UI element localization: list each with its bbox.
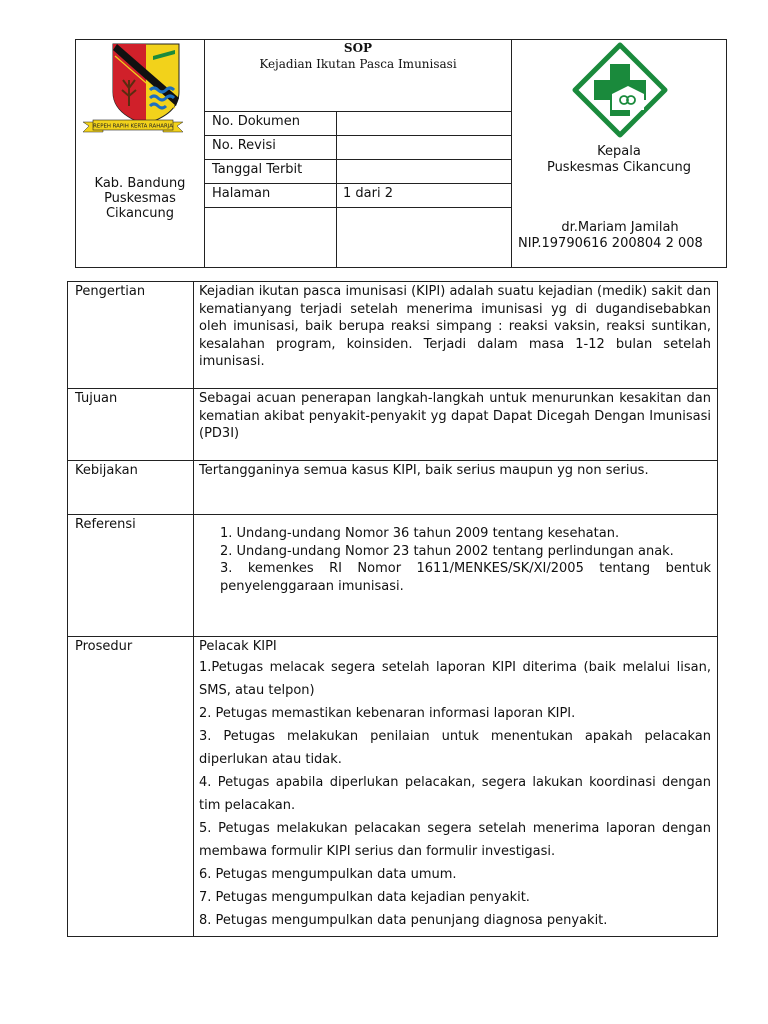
procedure-step: 2. Petugas memastikan kebenaran informasi laporan KIPI. bbox=[199, 705, 576, 721]
procedure-step: 3. Petugas melakukan penilaian untuk menentukan apakah pelacakan diperlukan atau tidak. bbox=[199, 728, 711, 767]
section-pengertian bbox=[68, 282, 718, 389]
sop-title-cell bbox=[205, 40, 512, 112]
reference-list bbox=[199, 525, 711, 595]
section-label: Prosedur bbox=[68, 637, 194, 937]
section-text: Kejadian ikutan pasca imunisasi (KIPI) adalah suatu kejadian (medik) sakit dan kematianyang terjadi setelah menerima imunisasi yg di dugandisebabkan oleh imunisasi, baik berupa reaksi simpang : reaksi vaksin, reaksi suntikan, kesalahan program, koinsiden. Terjadi dalam masa 1-12 bulan setelah imunisasi. bbox=[194, 282, 718, 389]
kab-bandung-logo bbox=[83, 40, 183, 136]
puskesmas-logo bbox=[572, 42, 668, 138]
meta-value: 1 dari 2 bbox=[337, 184, 512, 208]
logo-motto: REPEH RAPIH KERTA RAHARJA bbox=[93, 123, 173, 130]
signer-name: dr.Mariam Jamilah bbox=[561, 220, 679, 235]
procedure-step: 6. Petugas mengumpulkan data umum. bbox=[199, 866, 457, 882]
meta-label-empty bbox=[205, 208, 337, 268]
section-label: Kebijakan bbox=[68, 461, 194, 515]
section-content bbox=[194, 515, 718, 637]
reference-item: 3. kemenkes RI Nomor 1611/MENKES/SK/XI/2005 tentang bentuk penyelenggaraan imunisasi. bbox=[220, 561, 711, 594]
org-line-2: Puskesmas bbox=[104, 191, 176, 206]
kepala-cell bbox=[512, 40, 727, 268]
meta-label: No. Dokumen bbox=[205, 111, 337, 135]
procedure-step: 4. Petugas apabila diperlukan pelacakan, segera lakukan koordinasi dengan tim pelacakan. bbox=[199, 774, 711, 813]
org-line-3: Cikancung bbox=[105, 206, 175, 221]
meta-value bbox=[337, 111, 512, 135]
sop-title: Kejadian Ikutan Pasca Imunisasi bbox=[259, 57, 457, 71]
section-prosedur bbox=[68, 637, 718, 937]
section-content bbox=[194, 637, 718, 937]
meta-label: No. Revisi bbox=[205, 135, 337, 159]
section-text: Sebagai acuan penerapan langkah-langkah untuk menurunkan kesakitan dan kematian akibat penyakit-penyakit yg dapat Dapat Dicegah Dengan Imunisasi (PD3I) bbox=[194, 389, 718, 461]
meta-value bbox=[337, 160, 512, 184]
org-name bbox=[76, 176, 204, 221]
section-label: Pengertian bbox=[68, 282, 194, 389]
section-kebijakan bbox=[68, 461, 718, 515]
org-line-1: Kab. Bandung bbox=[94, 176, 186, 191]
meta-value bbox=[337, 135, 512, 159]
meta-label: Halaman bbox=[205, 184, 337, 208]
procedure-step: 5. Petugas melakukan pelacakan segera setelah menerima laporan dengan membawa formulir KIPI serius dan formulir investigasi. bbox=[199, 820, 711, 859]
signer-block bbox=[518, 220, 722, 252]
sop-label: SOP bbox=[343, 41, 373, 55]
meta-label: Tanggal Terbit bbox=[205, 160, 337, 184]
procedure-step: 8. Petugas mengumpulkan data penunjang diagnosa penyakit. bbox=[199, 912, 608, 928]
header-table bbox=[75, 39, 727, 268]
section-label: Referensi bbox=[68, 515, 194, 637]
procedure-subtitle: Pelacak KIPI bbox=[199, 639, 277, 654]
procedure-step: 7. Petugas mengumpulkan data kejadian penyakit. bbox=[199, 889, 530, 905]
org-cell bbox=[76, 40, 205, 268]
sop-content-table bbox=[67, 281, 718, 937]
reference-item: 2. Undang-undang Nomor 23 tahun 2002 tentang perlindungan anak. bbox=[220, 543, 674, 559]
kepala-line-1: Kepala bbox=[597, 144, 641, 159]
procedure-step: 1.Petugas melacak segera setelah laporan KIPI diterima (baik melalui lisan, SMS, atau telpon) bbox=[199, 659, 711, 698]
section-label: Tujuan bbox=[68, 389, 194, 461]
section-referensi bbox=[68, 515, 718, 637]
reference-item: 1. Undang-undang Nomor 36 tahun 2009 tentang kesehatan. bbox=[220, 526, 620, 541]
section-tujuan bbox=[68, 389, 718, 461]
section-text: Tertangganinya semua kasus KIPI, baik serius maupun yg non serius. bbox=[194, 461, 718, 515]
meta-value-empty bbox=[337, 208, 512, 268]
signer-nip: NIP.19790616 200804 2 008 bbox=[518, 236, 703, 251]
kepala-line-2: Puskesmas Cikancung bbox=[546, 160, 692, 175]
kepala-title bbox=[512, 144, 726, 176]
